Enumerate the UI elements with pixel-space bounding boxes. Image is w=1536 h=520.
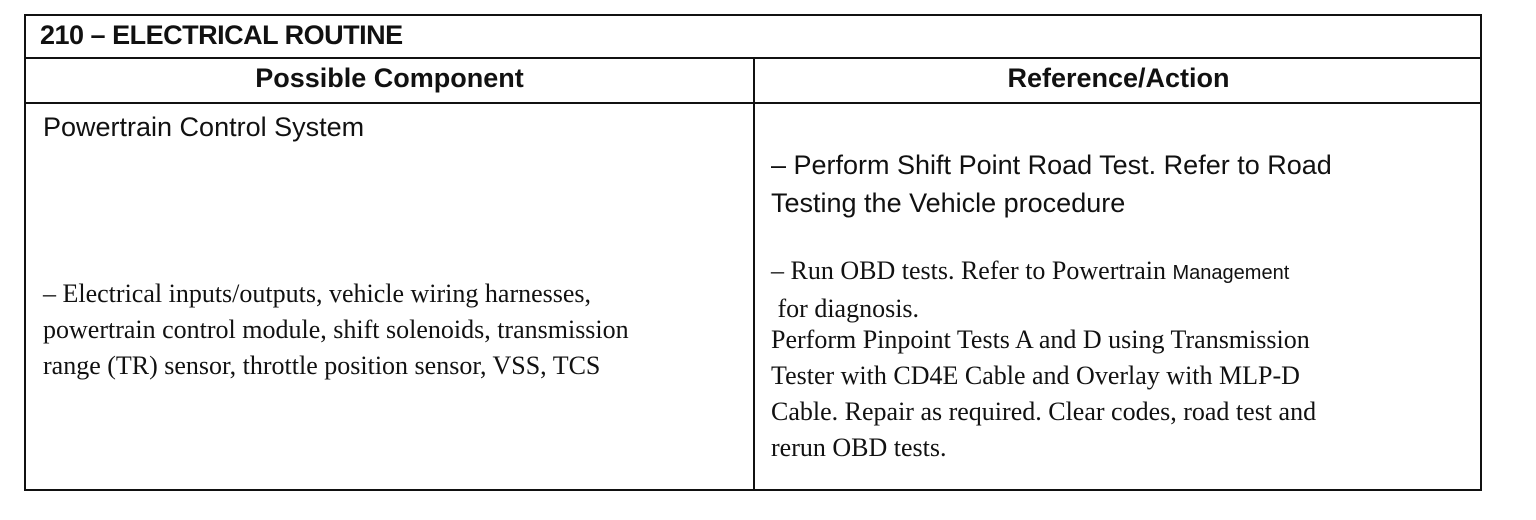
column-divider — [753, 59, 755, 491]
action-line — [771, 253, 1289, 291]
action-line: Testing the Vehicle procedure — [771, 188, 1126, 218]
road-test-action — [771, 146, 1332, 222]
component-line: – Electrical inputs/outputs, vehicle wiring harnesses, — [43, 279, 592, 308]
action-line: rerun OBD tests. — [771, 433, 947, 462]
diagnostic-table — [24, 14, 1482, 491]
action-line: Cable. Repair as required. Clear codes, road test and — [771, 397, 1317, 426]
component-heading: Powertrain Control System — [43, 112, 365, 142]
component-line: powertrain control module, shift solenoids, transmission — [43, 315, 629, 344]
obd-test-action — [771, 253, 1289, 327]
table-title-row — [26, 16, 1480, 59]
action-line: Tester with CD4E Cable and Overlay with MLP-D — [771, 361, 1300, 390]
component-description — [43, 276, 629, 384]
pinpoint-test-action — [771, 322, 1316, 466]
obd-line-small: Management — [1172, 262, 1290, 284]
table-title: 210 – ELECTRICAL ROUTINE — [40, 20, 403, 50]
obd-line-main: – Run OBD tests. Refer to Powertrain — [771, 256, 1167, 285]
column-header-reference-action: Reference/Action — [1007, 63, 1230, 93]
column-header-possible-component: Possible Component — [255, 63, 524, 93]
component-line: range (TR) sensor, throttle position sensor, VSS, TCS — [43, 351, 601, 380]
action-line: Perform Pinpoint Tests A and D using Transmission — [771, 325, 1310, 354]
action-line: – Perform Shift Point Road Test. Refer to Road — [771, 150, 1332, 180]
action-line: for diagnosis. — [771, 294, 920, 323]
